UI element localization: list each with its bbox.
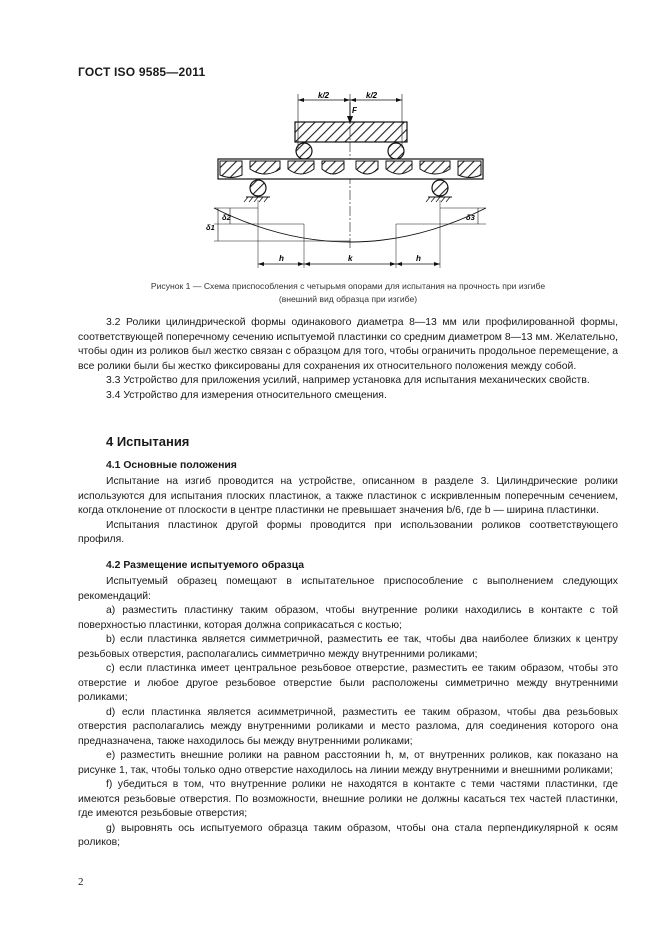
paragraph-4-1a: Испытание на изгиб проводится на устройстве, описанном в разделе 3. Цилиндрические ролики используются для испытания плоских пластинок, а также пластинок с искривленным поперечным сечением, когда отклонение от плоскости в центре пластинки не превышает значения b/6, где b — ширина пластинки. — [78, 476, 618, 516]
paragraph-3-4: 3.4 Устройство для измерения относительного смещения. — [106, 389, 387, 401]
inner-roller-left — [296, 143, 312, 159]
section4-title: 4 Испытания — [106, 434, 190, 449]
label-k-half-left: k/2 — [318, 91, 330, 100]
paragraph-4-2-intro: Испытуемый образец помещают в испытательное приспособление с выполнением следующих рекомендаций: — [78, 576, 618, 602]
label-delta3: δ3 — [466, 213, 475, 222]
label-h-left: h — [279, 254, 284, 263]
list-item-b: b) если пластинка является симметричной, разместить ее так, чтобы два наиболее близких к центру резьбовых отверстия, располагались симметрично между внутренними роликами; — [78, 634, 618, 660]
label-k-half-right: k/2 — [366, 91, 378, 100]
outer-roller-left — [250, 180, 266, 196]
list-item-g: g) выровнять ось испытуемого образца таким образом, чтобы она стала перпендикулярной к осям роликов; — [78, 822, 618, 848]
section4-2-text — [78, 575, 618, 851]
figure-caption — [78, 280, 618, 306]
section4-1-text — [78, 475, 618, 548]
inner-roller-right — [388, 143, 404, 159]
list-item-e: e) разместить внешние ролики на равном расстоянии h, м, от внутренних роликов, как показано на рисунке 1, так, чтобы только одно отверстие находилось на линии между внутренними и внешними роликами; — [78, 750, 618, 776]
page-number: 2 — [78, 876, 84, 888]
section3-text — [78, 316, 618, 403]
paragraph-4-1b: Испытания пластинок другой формы проводится при использовании роликов соответствующего профиля. — [78, 519, 618, 545]
subsection-4-2-title: 4.2 Размещение испытуемого образца — [106, 560, 305, 571]
figure-caption-line1: Рисунок 1 — Схема приспособления с четырьмя опорами для испытания на прочность при изгибе — [150, 281, 546, 291]
label-delta2: δ2 — [222, 213, 231, 222]
figure-bending-fixture — [200, 88, 500, 278]
label-h-right: h — [416, 254, 421, 263]
figure-caption-line2: (внешний вид образца при изгибе) — [278, 294, 418, 304]
label-force: F — [352, 106, 357, 115]
list-item-d: d) если пластинка является асимметричной, разместить ее таким образом, чтобы два резьбовых отверстия располагались между внутренними роликами и место разлома, для соединения которого она предназначена, также находилось бы между внутренними роликами; — [78, 706, 618, 747]
paragraph-3-2: 3.2 Ролики цилиндрической формы одинакового диаметра 8—13 мм или профилированной формы, соответствующей поперечному сечению испытуемой пластинки со средним диаметром 8—13 мм. Желательно, чтобы один из роликов был жестко связан с образцом для того, чтобы ограничить продольное перемещение, а все ролики были бы жестко фиксированы для сохранения их относительного положения между собой. — [78, 317, 618, 372]
label-k: k — [348, 254, 353, 263]
list-item-a: a) разместить пластинку таким образом, чтобы внутренние ролики находились в контакте с той поверхностью пластинки, которая должна соприкасаться с костью; — [78, 605, 618, 631]
outer-roller-right — [432, 180, 448, 196]
support-ground-hatch — [244, 197, 450, 202]
paragraph-3-3: 3.3 Устройство для приложения усилий, например установка для испытания механических свойств. — [106, 375, 590, 386]
label-delta1: δ1 — [206, 223, 215, 232]
subsection-4-1-title: 4.1 Основные положения — [106, 460, 237, 471]
document-header: ГОСТ ISO 9585—2011 — [78, 65, 206, 79]
loading-block — [295, 122, 407, 142]
list-item-c: c) если пластинка имеет центральное резьбовое отверстие, разместить ее таким образом, чтобы это отверстие и любое другое резьбовое отверстие были расположены симметрично между внутренними роликами; — [78, 663, 618, 703]
list-item-f: f) убедиться в том, что внутренние ролики не находятся в контакте с теми частями пластинки, где имеются резьбовые отверстия. По возможности, внешние ролики не должны касаться тех частей пластинки, где имеются резьбовые отверстия; — [78, 779, 618, 819]
